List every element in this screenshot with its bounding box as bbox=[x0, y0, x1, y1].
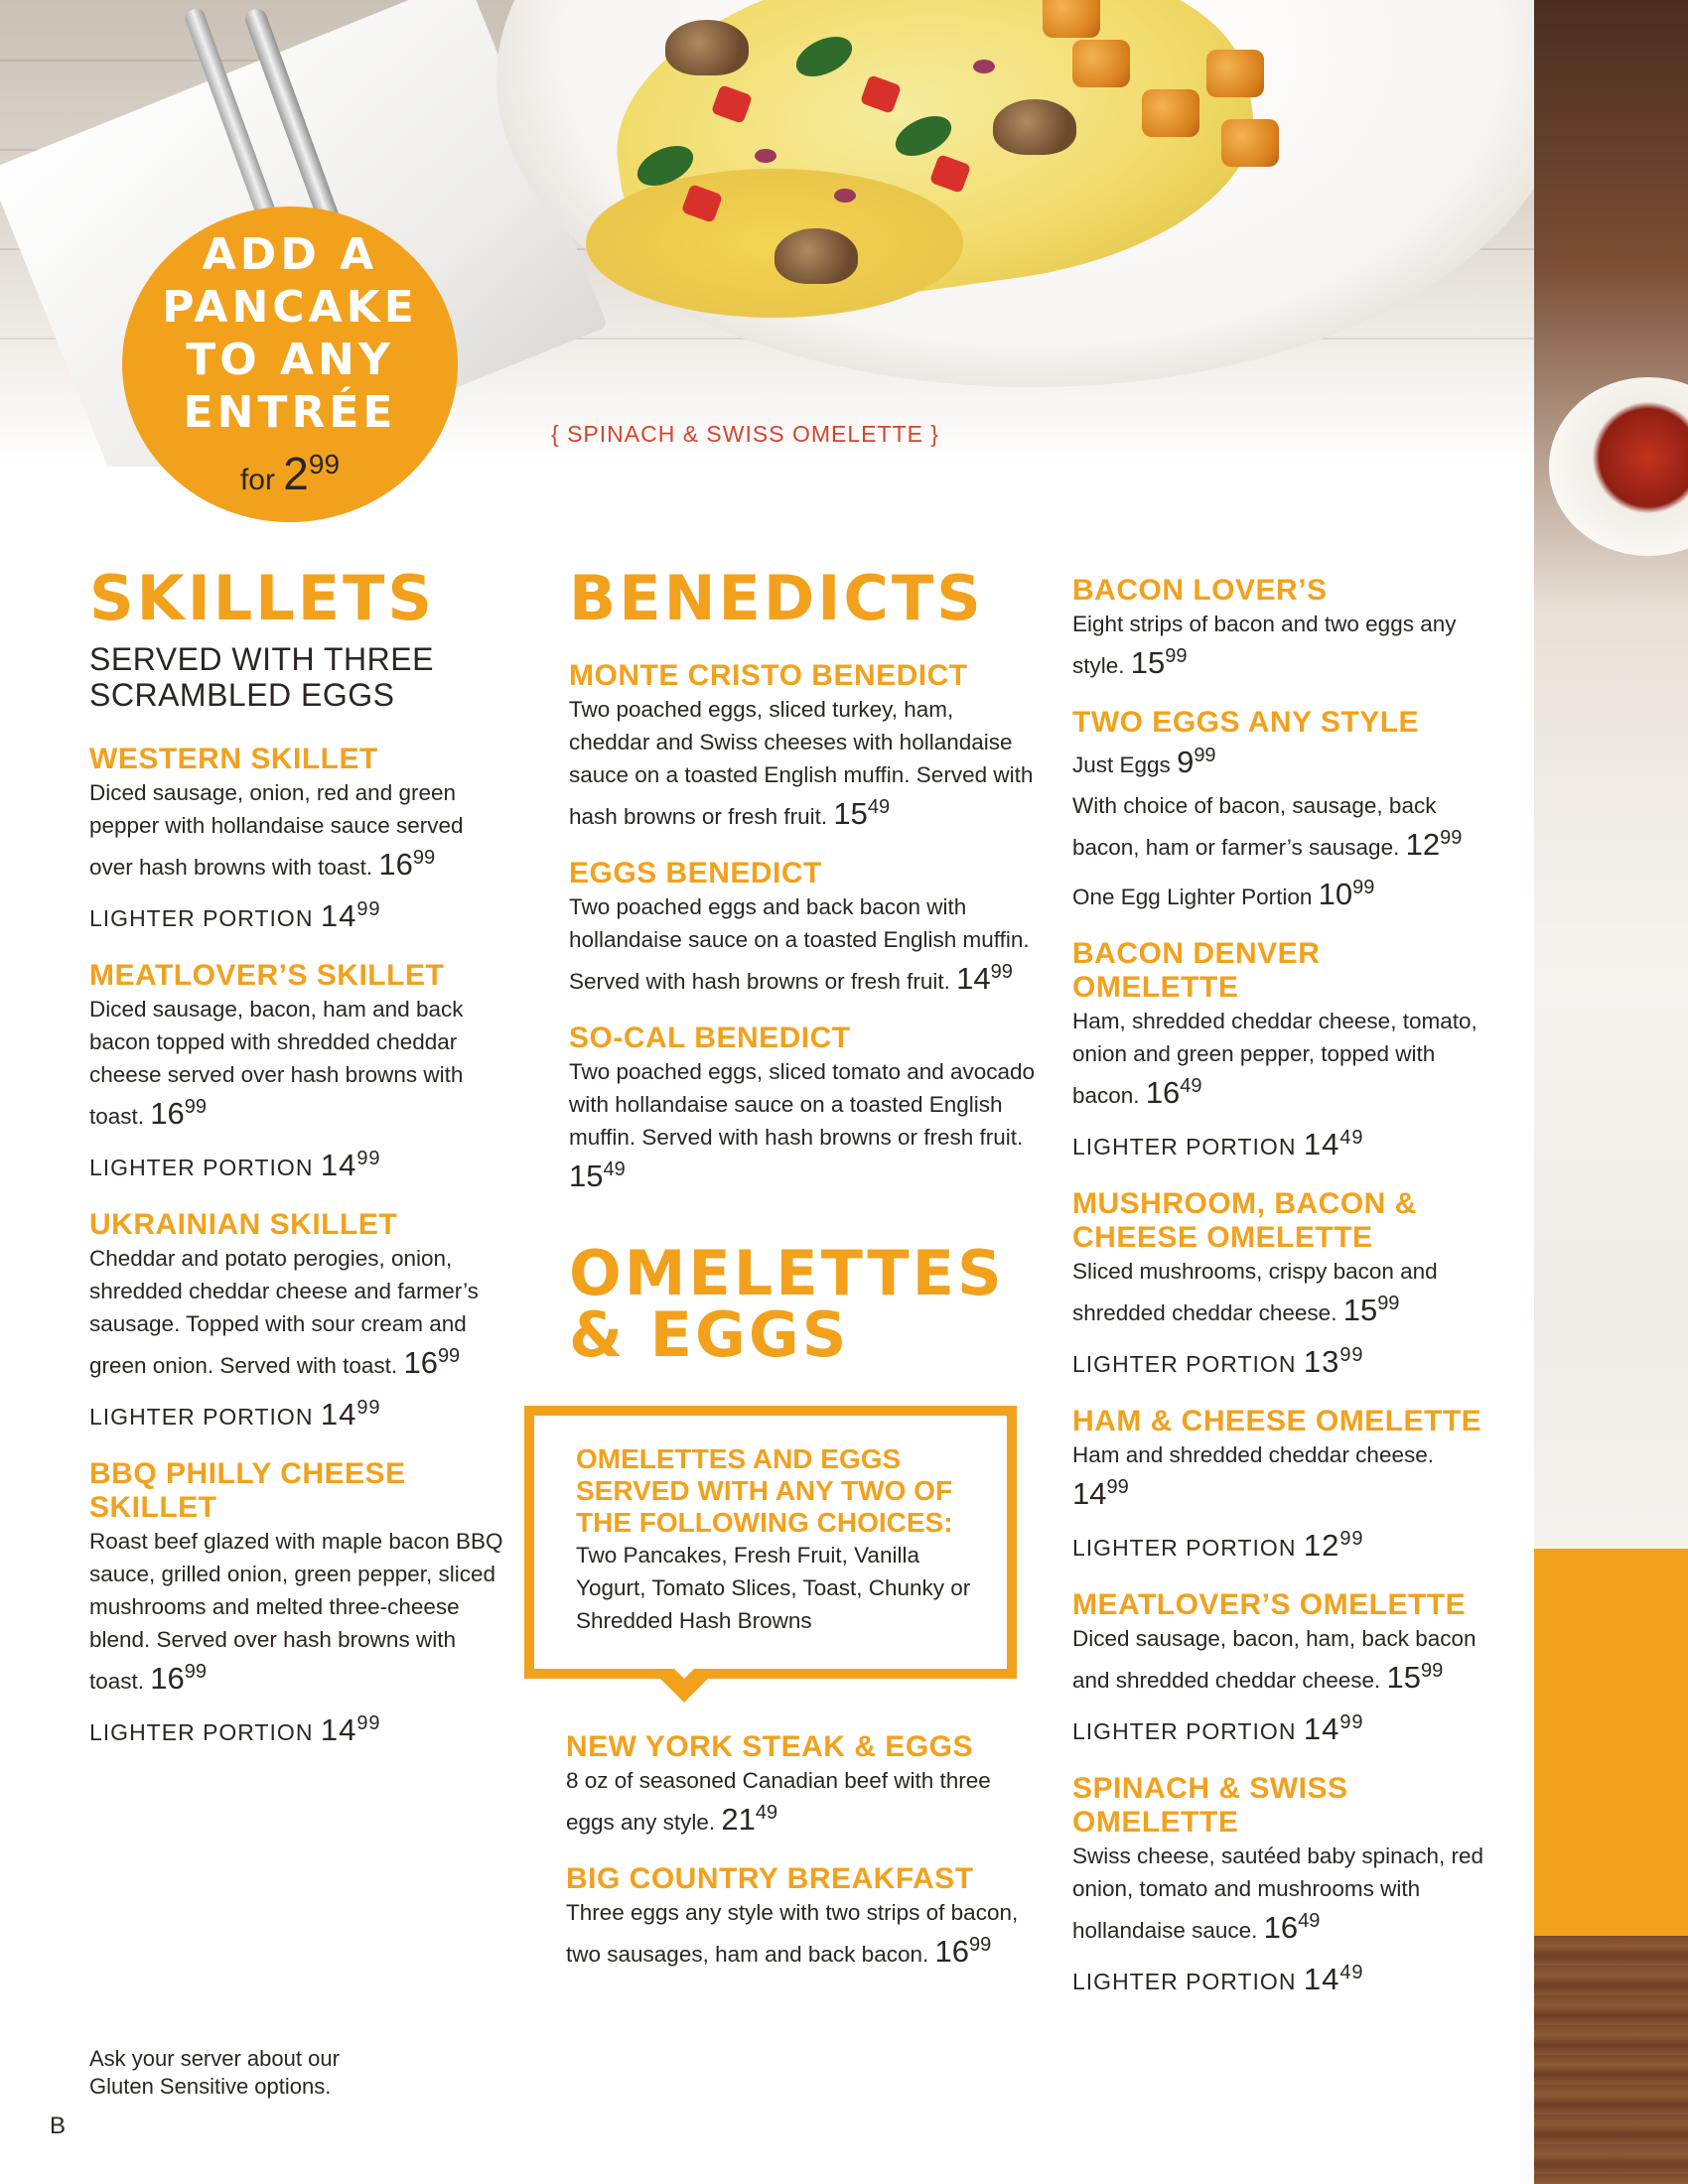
price-cents: 99 bbox=[308, 449, 341, 479]
description-text: Two poached eggs, sliced tomato and avocado with hollandaise sauce on a toasted English muffin. Served with hash browns or fresh fruit. bbox=[569, 1059, 1036, 1150]
mushroom-image bbox=[774, 228, 858, 284]
lighter-price bbox=[321, 898, 381, 933]
price-main: 14 bbox=[320, 1712, 357, 1747]
price-cents: 49 bbox=[1339, 1962, 1364, 1983]
lighter-portion bbox=[1072, 1122, 1489, 1163]
item-description bbox=[569, 890, 1036, 998]
badge-line: ENTRÉE bbox=[183, 387, 397, 438]
sides-callout-box bbox=[524, 1406, 1017, 1679]
benedicts-column bbox=[566, 562, 1036, 1971]
section-title-skillets: SKILLETS bbox=[89, 562, 436, 634]
price-main: 21 bbox=[721, 1802, 756, 1837]
lighter-price bbox=[1304, 1344, 1364, 1379]
item-price bbox=[956, 961, 1013, 996]
item-name: BBQ PHILLY CHEESE SKILLET bbox=[89, 1457, 406, 1524]
item-name: BACON LOVER’S bbox=[1072, 574, 1328, 607]
price-cents: 49 bbox=[1298, 1910, 1321, 1932]
lighter-portion bbox=[89, 1392, 506, 1433]
price-cents: 49 bbox=[867, 796, 891, 818]
potato-image bbox=[1221, 119, 1279, 167]
menu-item bbox=[1072, 1405, 1489, 1565]
price-cents: 99 bbox=[1352, 877, 1375, 898]
section-title-omelettes bbox=[569, 1237, 1036, 1371]
onion-image bbox=[755, 149, 776, 163]
price-main: 16 bbox=[1263, 1910, 1299, 1945]
lighter-portion bbox=[1072, 1523, 1489, 1565]
description-text: 8 oz of seasoned Canadian beef with three eggs any style. bbox=[566, 1768, 991, 1835]
price-cents: 49 bbox=[1339, 1127, 1364, 1149]
item-option bbox=[1072, 872, 1489, 913]
price-main: 15 bbox=[1130, 645, 1166, 680]
description-text: Swiss cheese, sautéed baby spinach, red onion, tomato and mushrooms with hollandaise sauce. bbox=[1072, 1843, 1483, 1943]
item-description bbox=[1072, 1622, 1489, 1697]
item-price bbox=[1177, 745, 1216, 779]
lighter-label: LIGHTER PORTION bbox=[89, 1719, 321, 1745]
price-main: 16 bbox=[378, 847, 413, 882]
skillets-subtitle bbox=[89, 641, 506, 713]
price-main: 14 bbox=[320, 1148, 357, 1182]
item-name: MEATLOVER’S SKILLET bbox=[89, 959, 445, 992]
potato-image bbox=[1043, 0, 1100, 38]
item-name: SO-CAL BENEDICT bbox=[569, 1022, 851, 1054]
price-main: 14 bbox=[320, 1397, 357, 1432]
orange-accent-bar bbox=[1534, 1549, 1688, 1936]
potato-image bbox=[1206, 50, 1264, 97]
description-text: Sliced mushrooms, crispy bacon and shredded cheddar cheese. bbox=[1072, 1259, 1438, 1325]
price-main: 10 bbox=[1318, 877, 1353, 911]
description-text: Ham and shredded cheddar cheese. bbox=[1072, 1442, 1434, 1467]
price-main: 15 bbox=[833, 796, 868, 831]
price-cents: 99 bbox=[412, 847, 436, 869]
price-cents: 49 bbox=[603, 1159, 626, 1180]
item-name: SPINACH & SWISS OMELETTE bbox=[1072, 1772, 1348, 1839]
page-letter: B bbox=[50, 2113, 67, 2139]
lighter-price bbox=[321, 1148, 381, 1182]
lighter-portion bbox=[89, 893, 506, 935]
item-name: BACON DENVER OMELETTE bbox=[1072, 937, 1321, 1004]
item-name: HAM & CHEESE OMELETTE bbox=[1072, 1405, 1482, 1437]
item-description bbox=[1072, 1438, 1489, 1513]
price-main: 15 bbox=[1342, 1293, 1378, 1327]
description-text: Two poached eggs and back bacon with hollandaise sauce on a toasted English muffin. Served with hash browns or fresh fruit. bbox=[569, 894, 1030, 994]
price-main: 14 bbox=[956, 961, 991, 996]
price-main: 14 bbox=[1303, 1711, 1340, 1746]
item-name: BIG COUNTRY BREAKFAST bbox=[566, 1862, 974, 1895]
price-cents: 99 bbox=[1339, 1711, 1364, 1733]
menu-item bbox=[1072, 1187, 1489, 1381]
menu-item bbox=[1072, 937, 1489, 1163]
menu-item bbox=[569, 857, 1036, 998]
price-cents: 99 bbox=[1339, 1344, 1364, 1366]
skillets-column bbox=[89, 562, 506, 1749]
item-price bbox=[1343, 1293, 1400, 1327]
menu-item bbox=[89, 743, 506, 935]
lighter-price bbox=[1304, 1711, 1364, 1746]
price-main: 16 bbox=[150, 1661, 185, 1696]
badge-line: TO ANY bbox=[186, 335, 394, 385]
menu-item bbox=[1072, 706, 1489, 913]
item-option bbox=[1072, 789, 1489, 864]
description-text: Two poached eggs, sliced turkey, ham, cheddar and Swiss cheeses with hollandaise sauce on a toasted English muffin. Served with hash browns or fresh fruit. bbox=[569, 697, 1034, 829]
potato-image bbox=[1072, 40, 1130, 87]
item-option bbox=[1072, 740, 1489, 781]
menu-item bbox=[566, 1730, 1036, 1839]
item-price bbox=[150, 1096, 207, 1131]
lighter-price bbox=[1304, 1528, 1364, 1563]
item-name: TWO EGGS ANY STYLE bbox=[1072, 706, 1420, 739]
item-price bbox=[721, 1802, 777, 1837]
sauce-image bbox=[586, 169, 963, 318]
menu-item bbox=[89, 1457, 506, 1749]
menu-item bbox=[1072, 1588, 1489, 1748]
price-cents: 49 bbox=[1180, 1075, 1202, 1097]
callout-title: OMELETTES AND EGGS SERVED WITH ANY TWO OF THE FOLLOWING CHOICES: bbox=[576, 1443, 953, 1538]
item-price bbox=[1386, 1660, 1443, 1695]
item-description bbox=[1072, 1840, 1489, 1947]
price-main: 16 bbox=[403, 1345, 438, 1380]
item-description bbox=[566, 1764, 1036, 1839]
mushroom-image bbox=[993, 99, 1076, 155]
price-main: 14 bbox=[1303, 1127, 1340, 1161]
price-main: 16 bbox=[150, 1096, 185, 1131]
item-name: MONTE CRISTO BENEDICT bbox=[569, 659, 968, 692]
footnote-line: Ask your server about our bbox=[89, 2046, 340, 2071]
badge-price bbox=[122, 447, 458, 500]
item-price bbox=[1406, 827, 1463, 862]
price-main: 15 bbox=[1386, 1660, 1421, 1695]
price-cents: 49 bbox=[755, 1802, 778, 1824]
badge-line: ADD A bbox=[202, 229, 378, 280]
lighter-price bbox=[321, 1397, 381, 1432]
item-name: MEATLOVER’S OMELETTE bbox=[1072, 1588, 1467, 1621]
lighter-price bbox=[1304, 1127, 1364, 1161]
onion-image bbox=[834, 189, 856, 203]
item-name: NEW YORK STEAK & EGGS bbox=[566, 1730, 973, 1763]
lighter-price bbox=[1304, 1962, 1364, 1996]
price-main: 14 bbox=[320, 898, 357, 933]
price-main: 13 bbox=[1303, 1344, 1340, 1379]
menu-item bbox=[569, 659, 1036, 833]
item-price bbox=[569, 1159, 626, 1193]
price-main: 12 bbox=[1405, 827, 1441, 862]
lighter-label: LIGHTER PORTION bbox=[1072, 1535, 1304, 1561]
callout-pointer bbox=[658, 1677, 710, 1703]
description-text: Three eggs any style with two strips of bacon, two sausages, ham and back bacon. bbox=[566, 1900, 1019, 1967]
lighter-label: LIGHTER PORTION bbox=[89, 905, 321, 931]
item-description bbox=[569, 693, 1036, 833]
lighter-label: LIGHTER PORTION bbox=[89, 1404, 321, 1430]
item-name: UKRAINIAN SKILLET bbox=[89, 1208, 398, 1241]
item-price bbox=[1146, 1075, 1202, 1110]
price-cents: 99 bbox=[1106, 1476, 1129, 1498]
price-cents: 99 bbox=[990, 961, 1013, 983]
lighter-price bbox=[321, 1712, 381, 1747]
mushroom-image bbox=[665, 20, 749, 75]
item-price bbox=[1319, 877, 1375, 911]
price-cents: 99 bbox=[356, 1712, 381, 1734]
item-description bbox=[89, 993, 506, 1133]
item-name: EGGS BENEDICT bbox=[569, 857, 822, 889]
lighter-label: LIGHTER PORTION bbox=[89, 1155, 321, 1180]
price-cents: 99 bbox=[1440, 827, 1463, 849]
lighter-portion bbox=[1072, 1339, 1489, 1381]
item-price bbox=[1072, 1476, 1129, 1511]
section-title-benedicts: BENEDICTS bbox=[569, 562, 984, 634]
item-price bbox=[1264, 1910, 1321, 1945]
lighter-label: LIGHTER PORTION bbox=[1072, 1134, 1304, 1160]
price-cents: 99 bbox=[356, 1397, 381, 1419]
price-main: 16 bbox=[1145, 1075, 1181, 1110]
description-text: Cheddar and potato perogies, onion, shredded cheddar cheese and farmer’s sausage. Topped with sour cream and green onion. Served with toast. bbox=[89, 1246, 479, 1378]
price-main: 15 bbox=[569, 1159, 604, 1193]
subtitle-line: SERVED WITH THREE bbox=[89, 641, 434, 677]
price-cents: 99 bbox=[437, 1345, 461, 1367]
onion-image bbox=[973, 60, 995, 73]
menu-item bbox=[89, 959, 506, 1184]
lighter-portion bbox=[89, 1707, 506, 1749]
item-name: WESTERN SKILLET bbox=[89, 743, 378, 775]
potato-image bbox=[1142, 89, 1199, 137]
option-text: Just Eggs bbox=[1072, 752, 1178, 777]
item-description bbox=[89, 1525, 506, 1698]
price-main: 14 bbox=[1072, 1476, 1107, 1511]
lighter-label: LIGHTER PORTION bbox=[1072, 1351, 1304, 1377]
price-cents: 99 bbox=[356, 898, 381, 920]
item-description bbox=[566, 1896, 1036, 1971]
lighter-label: LIGHTER PORTION bbox=[1072, 1969, 1304, 1994]
callout-text: Two Pancakes, Fresh Fruit, Vanilla Yogurt, Tomato Slices, Toast, Chunky or Shredded Hash Browns bbox=[576, 1543, 971, 1633]
description-text: Ham, shredded cheddar cheese, tomato, onion and green pepper, topped with bacon. bbox=[1072, 1009, 1477, 1108]
item-price bbox=[934, 1934, 991, 1969]
photo-caption: { SPINACH & SWISS OMELETTE } bbox=[551, 421, 939, 447]
wood-texture bbox=[1534, 1936, 1688, 2184]
lighter-portion bbox=[89, 1143, 506, 1184]
menu-item bbox=[569, 1022, 1036, 1195]
gluten-sensitive-note bbox=[89, 2045, 340, 2101]
item-price bbox=[833, 796, 890, 831]
price-cents: 99 bbox=[1194, 745, 1216, 766]
price-main: 16 bbox=[934, 1934, 969, 1969]
item-description bbox=[89, 1242, 506, 1382]
menu-item bbox=[1072, 574, 1489, 682]
item-price bbox=[403, 1345, 460, 1380]
price-cents: 99 bbox=[1420, 1660, 1444, 1682]
title-line: & EGGS bbox=[569, 1298, 850, 1371]
badge-for-text: for bbox=[239, 464, 284, 496]
item-price bbox=[1131, 645, 1188, 680]
footnote-line: Gluten Sensitive options. bbox=[89, 2074, 332, 2099]
menu-item bbox=[566, 1862, 1036, 1971]
price-main: 14 bbox=[1303, 1962, 1340, 1996]
item-name: MUSHROOM, BACON & CHEESE OMELETTE bbox=[1072, 1187, 1417, 1254]
lighter-label: LIGHTER PORTION bbox=[1072, 1718, 1304, 1744]
option-text: One Egg Lighter Portion bbox=[1072, 885, 1319, 909]
description-text: Roast beef glazed with maple bacon BBQ sauce, grilled onion, green pepper, sliced mushrooms and melted three-cheese blend. Served over hash browns with toast. bbox=[89, 1529, 503, 1694]
item-price bbox=[378, 847, 435, 882]
price-cents: 99 bbox=[1339, 1528, 1364, 1550]
item-description bbox=[89, 776, 506, 884]
item-description bbox=[1072, 608, 1489, 682]
price-cents: 99 bbox=[1165, 645, 1188, 667]
item-description bbox=[1072, 1005, 1489, 1112]
subtitle-line: SCRAMBLED EGGS bbox=[89, 677, 395, 713]
eggs-omelettes-column bbox=[1072, 574, 1489, 1998]
item-description bbox=[569, 1055, 1036, 1195]
price-cents: 99 bbox=[356, 1148, 381, 1169]
price-cents: 99 bbox=[1377, 1293, 1400, 1314]
price-main: 9 bbox=[1177, 745, 1195, 779]
price-cents: 99 bbox=[184, 1661, 208, 1683]
price-cents: 99 bbox=[184, 1096, 208, 1118]
description-text: Diced sausage, bacon, ham, back bacon and shredded cheddar cheese. bbox=[1072, 1626, 1477, 1693]
lighter-portion bbox=[1072, 1957, 1489, 1998]
lighter-portion bbox=[1072, 1706, 1489, 1748]
price-main: 2 bbox=[283, 448, 309, 499]
pancake-promo-badge bbox=[122, 206, 458, 522]
price-cents: 99 bbox=[968, 1934, 992, 1956]
menu-item bbox=[1072, 1772, 1489, 1998]
price-main: 12 bbox=[1303, 1528, 1340, 1563]
option-text: With choice of bacon, sausage, back bacon, ham or farmer’s sausage. bbox=[1072, 793, 1437, 860]
title-line: OMELETTES bbox=[569, 1237, 1005, 1309]
description-text: Diced sausage, bacon, ham and back bacon topped with shredded cheddar cheese served over hash browns with toast. bbox=[89, 997, 464, 1129]
menu-item bbox=[89, 1208, 506, 1433]
item-description bbox=[1072, 1255, 1489, 1329]
item-price bbox=[150, 1661, 207, 1696]
description-text: Eight strips of bacon and two eggs any style. bbox=[1072, 612, 1457, 678]
description-text: Diced sausage, onion, red and green pepper with hollandaise sauce served over hash browns with toast. bbox=[89, 780, 464, 880]
badge-line: PANCAKE bbox=[162, 282, 418, 333]
